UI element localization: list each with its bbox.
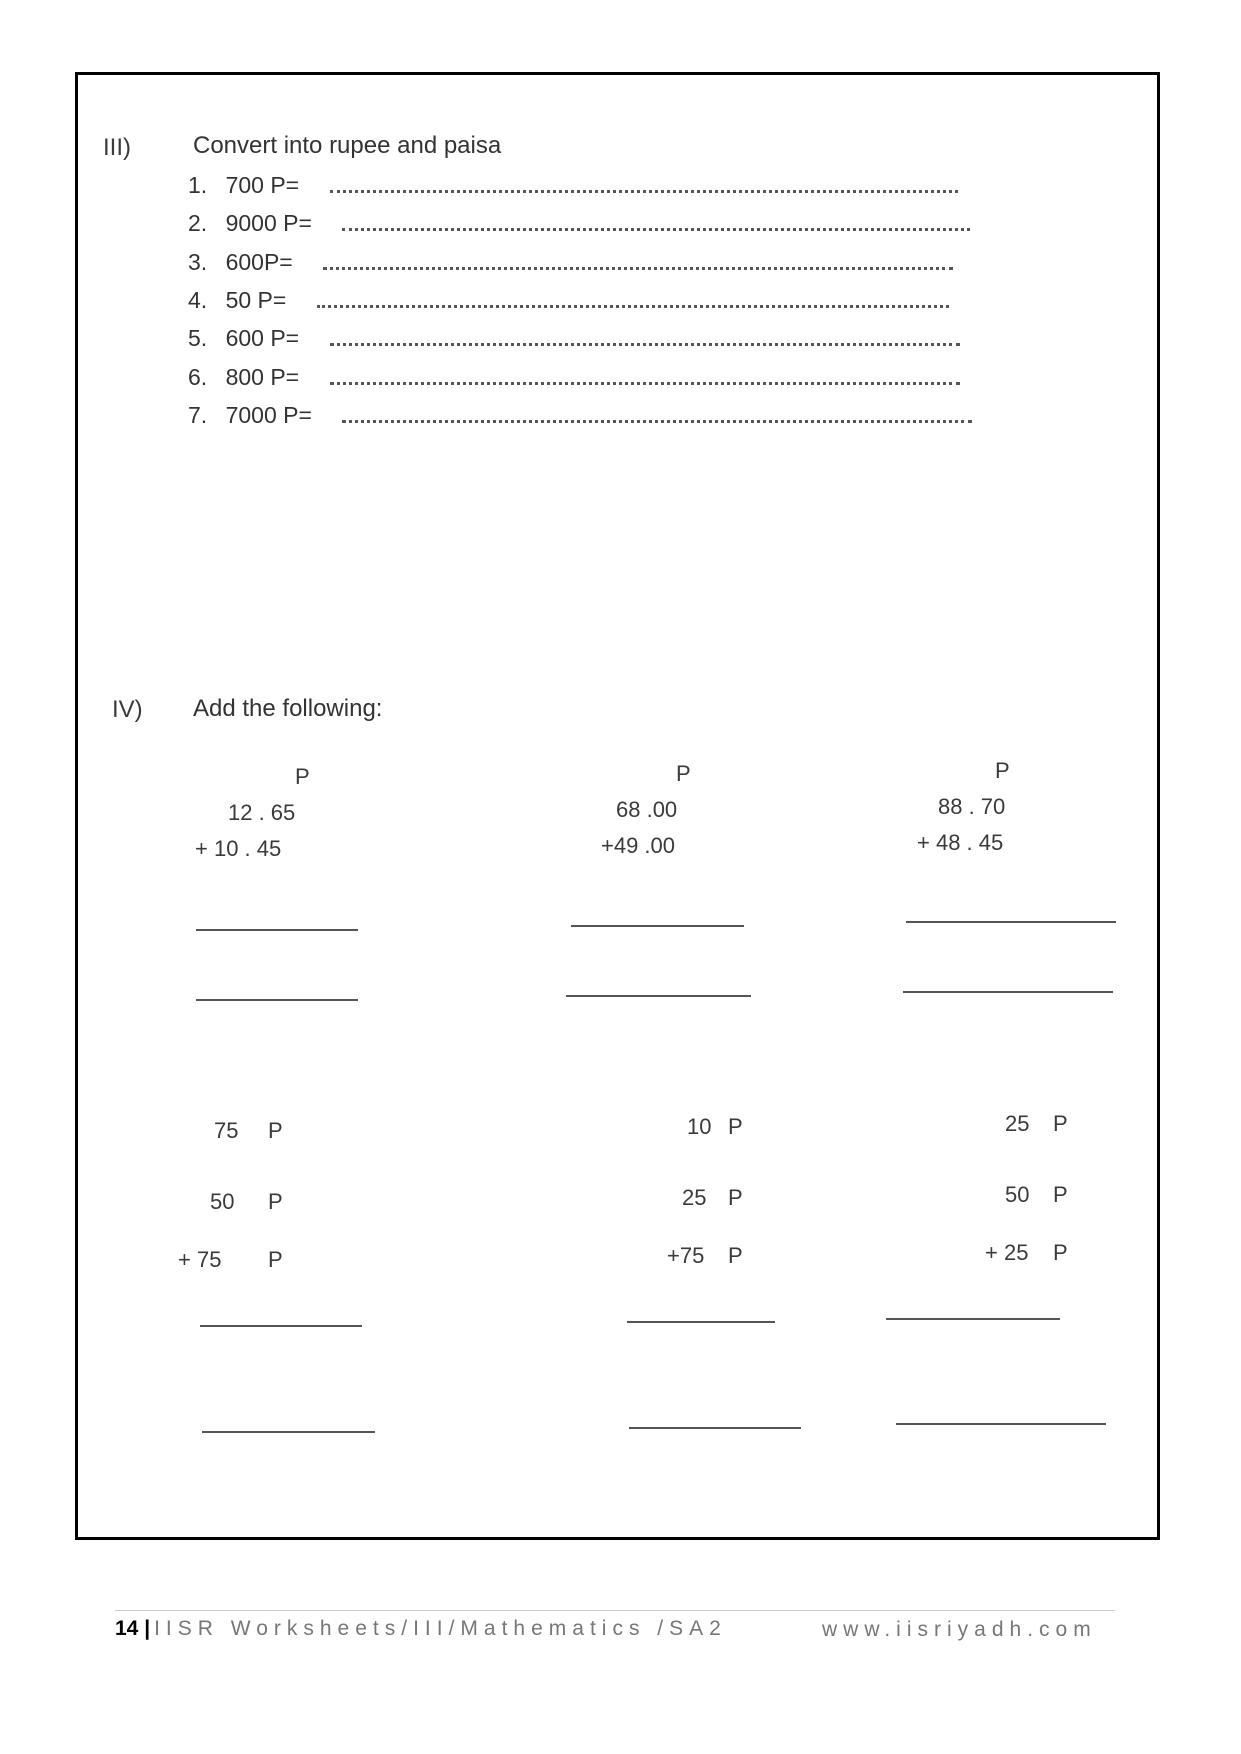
footer-path: IISR Worksheets/III/Mathematics /SA2 xyxy=(154,1617,727,1640)
item-text: 800 P= xyxy=(225,364,300,390)
convert-item-4 xyxy=(188,287,949,314)
item-text: 600 P= xyxy=(225,325,300,351)
problem-3-answer-line-2[interactable] xyxy=(903,991,1113,993)
problem-6-unit-3: P xyxy=(1053,1240,1068,1265)
problem-3-answer-line-1[interactable] xyxy=(906,921,1116,923)
problem-6-value-2: 50 xyxy=(1005,1182,1030,1207)
problem-3-line-2: + 48 . 45 xyxy=(917,830,1004,855)
item-text: 7000 P= xyxy=(225,402,312,428)
problem-5-value-1: 10 xyxy=(687,1114,712,1139)
problem-4-unit-3: P xyxy=(268,1247,283,1272)
problem-3-unit-header: P xyxy=(995,758,1010,783)
problem-4-value-3: + 75 xyxy=(178,1247,222,1272)
answer-dotted-line[interactable] xyxy=(330,368,960,385)
problem-5-unit-2: P xyxy=(728,1185,743,1210)
problem-6-value-1: 25 xyxy=(1005,1111,1030,1136)
problem-2-answer-line-2[interactable] xyxy=(566,995,751,997)
section-4-title: Add the following: xyxy=(193,695,383,722)
problem-6-answer-line-2[interactable] xyxy=(896,1423,1106,1425)
problem-4-value-2: 50 xyxy=(210,1189,235,1214)
item-number: 5. xyxy=(188,325,208,351)
item-number: 7. xyxy=(188,402,208,428)
problem-4-value-1: 75 xyxy=(214,1118,239,1143)
answer-dotted-line[interactable] xyxy=(323,253,953,270)
problem-4-answer-line-1[interactable] xyxy=(200,1325,362,1327)
problem-2-line-1: 68 .00 xyxy=(616,797,678,822)
problem-5-answer-line-1[interactable] xyxy=(627,1321,775,1323)
item-text: 700 P= xyxy=(225,172,300,198)
problem-1-answer-line-1[interactable] xyxy=(196,929,358,931)
answer-dotted-line[interactable] xyxy=(330,329,960,346)
problem-1-line-1: 12 . 65 xyxy=(228,800,296,825)
problem-1-line-2: + 10 . 45 xyxy=(195,836,282,861)
problem-6-answer-line-1[interactable] xyxy=(886,1318,1060,1320)
problem-4-unit-2: P xyxy=(268,1189,283,1214)
convert-item-1 xyxy=(188,172,958,199)
problem-1-answer-line-2[interactable] xyxy=(196,999,358,1001)
section-3-number: III) xyxy=(103,134,131,161)
problem-2-answer-line-1[interactable] xyxy=(571,925,744,927)
answer-dotted-line[interactable] xyxy=(330,176,958,193)
item-number: 4. xyxy=(188,287,208,313)
section-3-title: Convert into rupee and paisa xyxy=(193,132,502,159)
problem-6-unit-2: P xyxy=(1053,1182,1068,1207)
problem-1-unit-header: P xyxy=(295,764,310,789)
problem-2-line-2: +49 .00 xyxy=(601,833,676,858)
item-text: 50 P= xyxy=(225,287,287,313)
problem-2-unit-header: P xyxy=(676,761,691,786)
problem-4-unit-1: P xyxy=(268,1118,283,1143)
problem-5-value-2: 25 xyxy=(682,1185,707,1210)
section-4-number: IV) xyxy=(112,696,143,723)
problem-5-unit-1: P xyxy=(728,1114,743,1139)
convert-item-3 xyxy=(188,249,953,276)
problem-5-answer-line-2[interactable] xyxy=(629,1427,801,1429)
page-number: 14 | xyxy=(115,1617,151,1640)
problem-4-answer-line-2[interactable] xyxy=(202,1431,375,1433)
problem-5-value-3: +75 xyxy=(667,1243,705,1268)
footer-website[interactable]: www.iisriyadh.com xyxy=(822,1618,1097,1641)
page-footer xyxy=(115,1610,1115,1641)
convert-item-6 xyxy=(188,364,960,391)
problem-5-unit-3: P xyxy=(728,1243,743,1268)
item-text: 9000 P= xyxy=(225,210,312,236)
convert-item-5 xyxy=(188,325,960,352)
item-number: 6. xyxy=(188,364,208,390)
item-text: 600P= xyxy=(225,249,293,275)
item-number: 3. xyxy=(188,249,208,275)
problem-6-unit-1: P xyxy=(1053,1111,1068,1136)
item-number: 1. xyxy=(188,172,208,198)
answer-dotted-line[interactable] xyxy=(342,406,972,423)
problem-3-line-1: 88 . 70 xyxy=(938,794,1006,819)
answer-dotted-line[interactable] xyxy=(317,291,949,308)
convert-item-7 xyxy=(188,402,972,429)
answer-dotted-line[interactable] xyxy=(342,214,970,231)
problem-6-value-3: + 25 xyxy=(985,1240,1029,1265)
convert-item-2 xyxy=(188,210,970,237)
item-number: 2. xyxy=(188,210,208,236)
